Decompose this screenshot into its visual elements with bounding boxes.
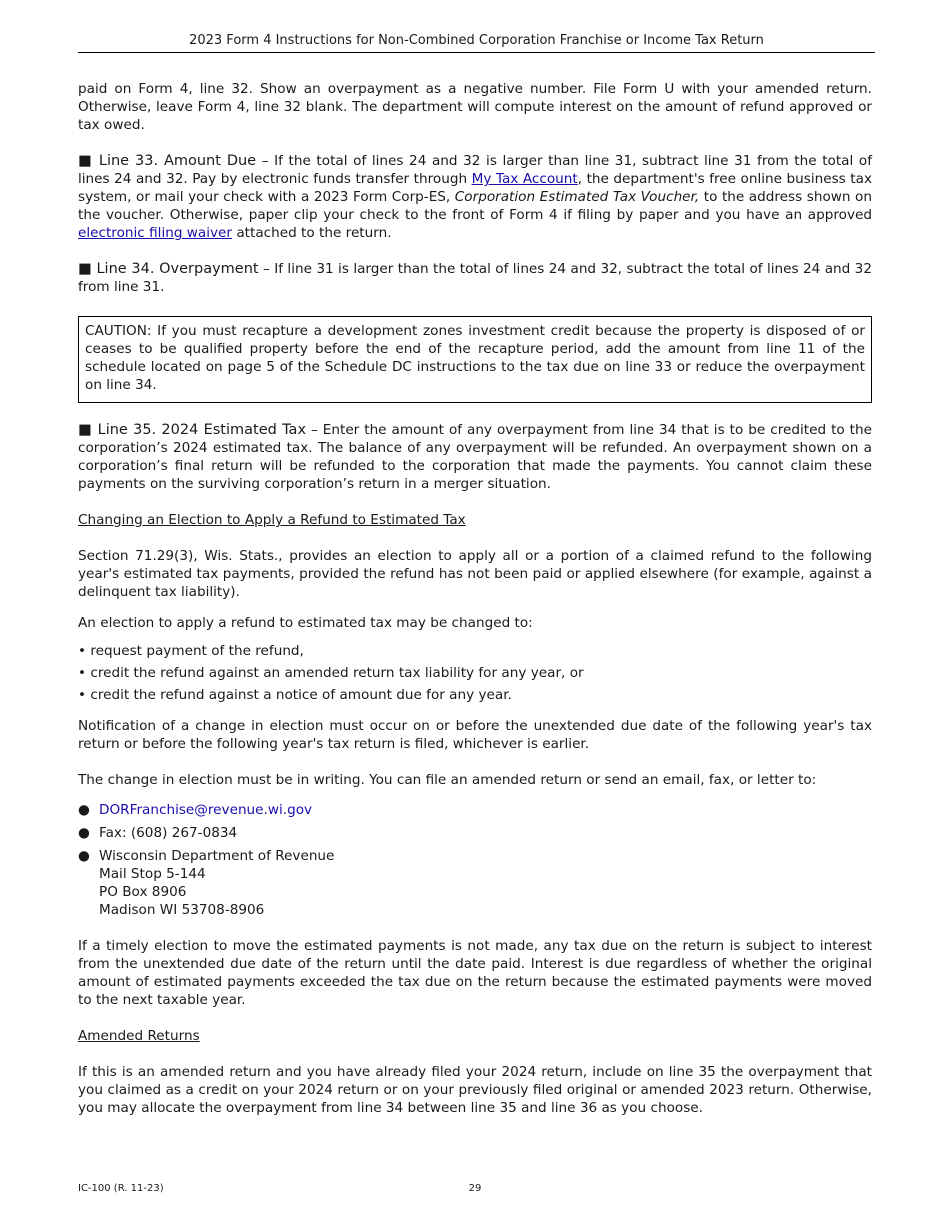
footer-page-number: 29 [468, 1183, 482, 1194]
list-item: • credit the refund against an amended return tax liability for any year, or [78, 665, 584, 681]
line-34-paragraph [78, 260, 872, 296]
amended-paragraph: If this is an amended return and you have already filed your 2024 return, include on line 35 the overpayment that you claimed as a credit on your 2024 return or on your previously filed original or amended 2023 return. Otherwise, you may allocate the overpayment from line 34 between line 35 and line 36 as you choose. [78, 1064, 872, 1116]
line-34-text: – If line 31 is larger than the total of lines 24 and 32, subtract the total of lines 24 and 32 from line 31. [78, 261, 872, 295]
bullet-dot-icon: ● [78, 825, 90, 841]
caution-box [78, 316, 872, 403]
changing-paragraph-2: An election to apply a refund to estimated tax may be changed to: [78, 615, 533, 631]
electronic-filing-waiver-link[interactable]: electronic filing waiver [78, 225, 233, 241]
line-33-heading: ■ Line 33. Amount Due [78, 153, 257, 169]
line-33-text-2: , the department's free online business tax system, or mail your check with a 2023 Form Corp-ES, [78, 171, 872, 205]
line-33-text-3: to the address shown on the voucher. Otherwise, paper clip your check to the front of Form 4 if filing by paper and you have an approved [78, 189, 872, 223]
my-tax-account-link[interactable]: My Tax Account [471, 171, 578, 187]
line-33-paragraph [78, 152, 872, 242]
line-34-heading: ■ Line 34. Overpayment [78, 261, 259, 277]
intro-paragraph: paid on Form 4, line 32. Show an overpayment as a negative number. File Form U with your amended return. Otherwise, leave Form 4, line 32 blank. The department will compute interest on the amount of refund approved or tax owed. [78, 81, 872, 133]
address-line: PO Box 8906 [99, 884, 187, 900]
amended-returns-heading: Amended Returns [78, 1028, 200, 1044]
address-line: Madison WI 53708-8906 [99, 902, 265, 918]
page-content [78, 80, 872, 1117]
line-33-text-4: attached to the return. [232, 225, 392, 241]
page-header [78, 32, 875, 53]
contact-list [78, 801, 872, 919]
line-33-text-1: – If the total of lines 24 and 32 is larger than line 31, subtract line 31 from the total of lines 24 and 32. Pay by electronic funds transfer through [78, 153, 872, 187]
contact-fax-item [78, 824, 872, 842]
voucher-title: Corporation Estimated Tax Voucher, [454, 189, 700, 205]
changing-paragraph-4: The change in election must be in writing. You can file an amended return or send an email, fax, or letter to: [78, 772, 817, 788]
list-item: • request payment of the refund, [78, 643, 304, 659]
bullet-dot-icon: ● [78, 848, 90, 864]
changing-paragraph-5: If a timely election to move the estimated payments is not made, any tax due on the return is subject to interest from the unextended due date of the return until the date paid. Interest is due regardless of whether the original amount of estimated payments exceeded the tax due on the return because the estimated payments were moved to the next taxable year. [78, 938, 872, 1008]
address-line: Mail Stop 5-144 [99, 866, 206, 882]
contact-address-item [78, 847, 872, 919]
changing-paragraph-1: Section 71.29(3), Wis. Stats., provides an election to apply all or a portion of a claimed refund to the following year's estimated tax payments, provided the refund has not been paid or applied elsewhere (for example, against a delinquent tax liability). [78, 548, 872, 600]
address-line: Wisconsin Department of Revenue [99, 848, 335, 864]
election-options-list [78, 642, 872, 704]
contact-fax: Fax: (608) 267-0834 [99, 825, 238, 841]
contact-email-item [78, 801, 872, 819]
footer-form-id: IC-100 (R. 11-23) [78, 1183, 164, 1194]
changing-election-heading: Changing an Election to Apply a Refund to Estimated Tax [78, 512, 466, 528]
list-item: • credit the refund against a notice of amount due for any year. [78, 687, 512, 703]
header-title: 2023 Form 4 Instructions for Non-Combined Corporation Franchise or Income Tax Return [189, 33, 764, 48]
changing-paragraph-3: Notification of a change in election must occur on or before the unextended due date of the following year's tax return or before the following year's tax return is filed, whichever is earlier. [78, 718, 872, 752]
line-35-paragraph [78, 421, 872, 493]
contact-email[interactable]: DORFranchise@revenue.wi.gov [99, 802, 313, 818]
bullet-dot-icon: ● [78, 802, 90, 818]
line-35-heading: ■ Line 35. 2024 Estimated Tax [78, 422, 307, 438]
caution-text: CAUTION: If you must recapture a development zones investment credit because the property is disposed of or ceases to be qualified property before the end of the recapture period, add the amount from line 11 of the schedule located on page 5 of the Schedule DC instructions to the tax due on line 33 or reduce the overpayment on line 34. [85, 323, 865, 393]
line-35-text: – Enter the amount of any overpayment from line 34 that is to be credited to the corporation’s 2024 estimated tax. The balance of any overpayment will be refunded. An overpayment shown on a corporation’s final return will be refunded to the corporation that made the payments. You cannot claim these payments on the surviving corporation’s return in a merger situation. [78, 422, 872, 492]
